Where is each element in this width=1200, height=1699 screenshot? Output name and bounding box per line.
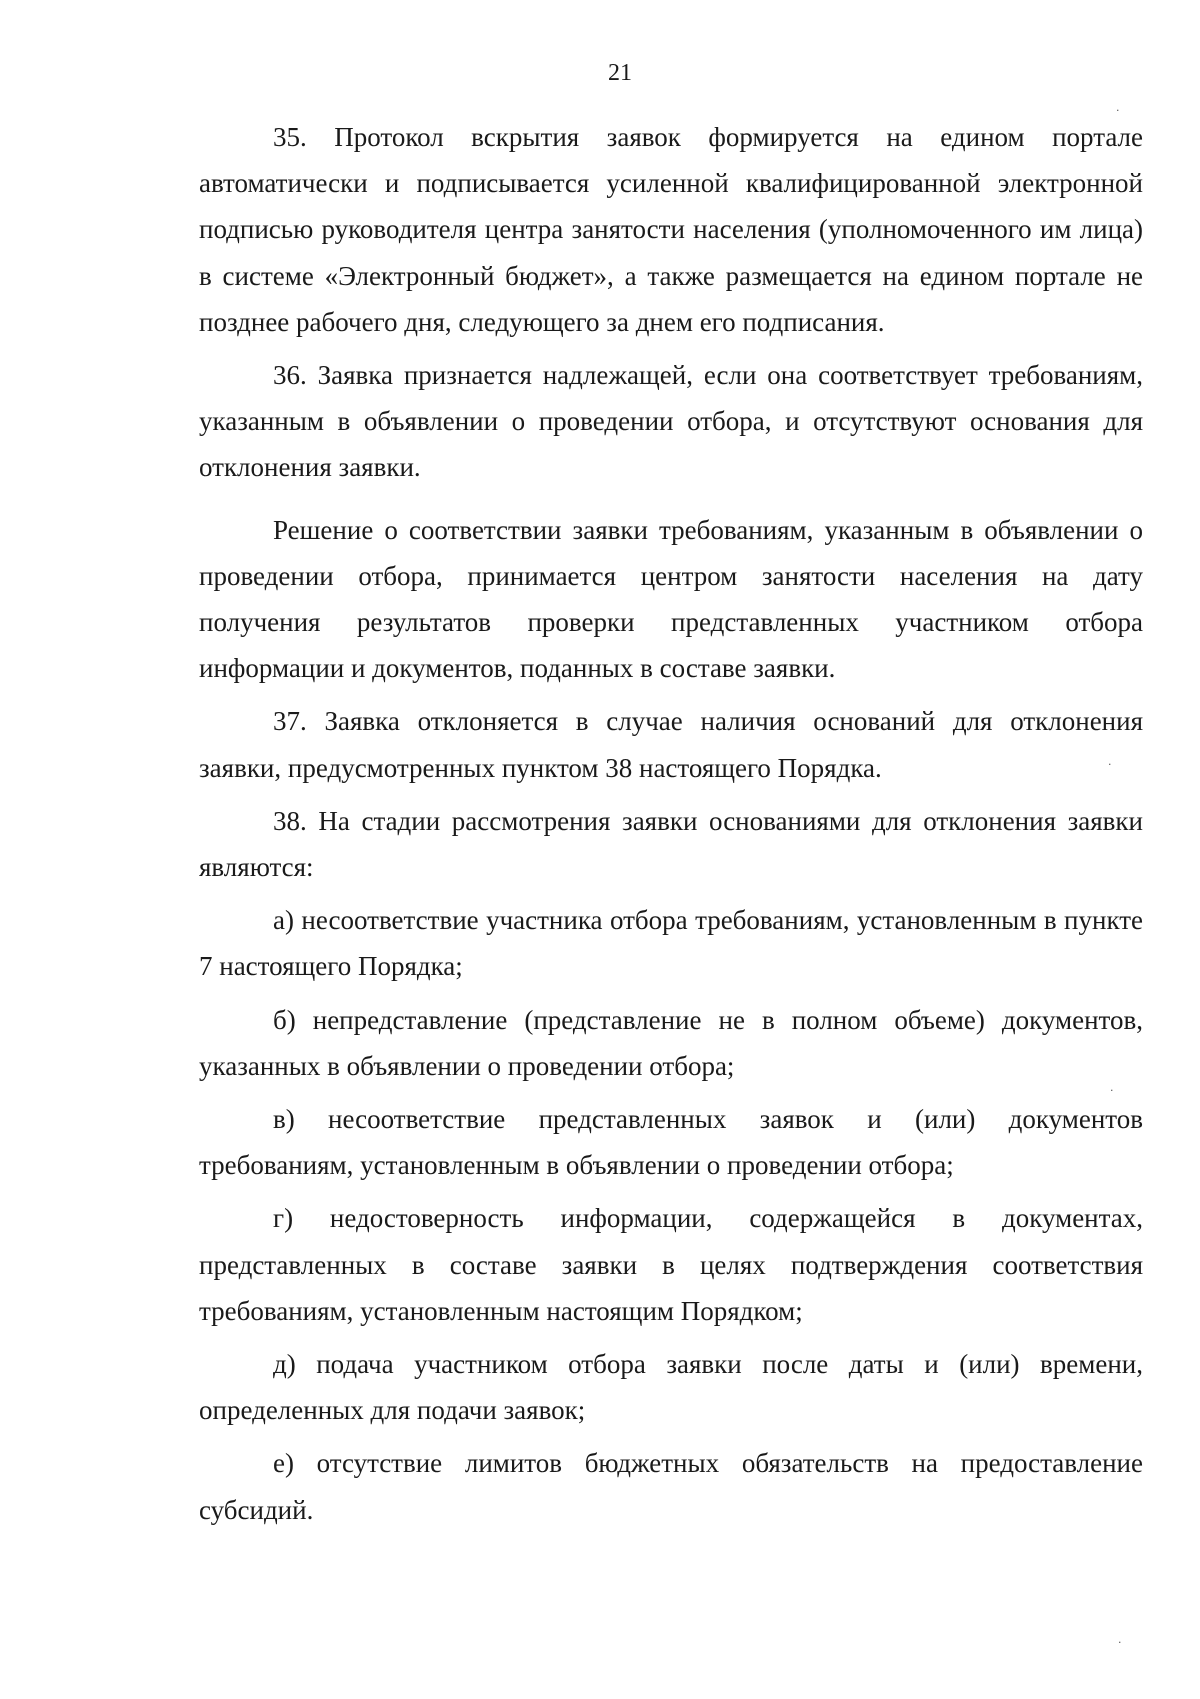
list-item-d: д) подача участником отбора заявки после даты и (или) времени, определенных для подачи заявок; bbox=[199, 1349, 1143, 1426]
list-item-b: б) непредставление (представление не в полном объеме) документов, указанных в объявлении о проведении отбора; bbox=[199, 1004, 1143, 1081]
paragraph-35: 35. Протокол вскрытия заявок формируется на едином портале автоматически и подписывается усиленной квалифицированной электронной подписью руководителя центра занятости населения (уполномоченного им лица) в системе «Электронный бюджет», а также размещается на едином портале не позднее рабочего дня, следующего за днем его подписания. bbox=[199, 122, 1143, 337]
paragraph-38: 38. На стадии рассмотрения заявки основаниями для отклонения заявки являются: bbox=[199, 805, 1143, 883]
paragraph-37: 37. Заявка отклоняется в случае наличия оснований для отклонения заявки, предусмотренных пунктом 38 настоящего Порядка. bbox=[199, 706, 1143, 783]
scan-speck: · bbox=[1110, 1084, 1114, 1097]
scan-speck: · bbox=[1118, 1636, 1122, 1649]
page-number: 21 bbox=[608, 60, 632, 86]
document-body bbox=[199, 114, 1143, 1533]
scan-speck: · bbox=[1116, 104, 1120, 117]
paragraph-36-decision: Решение о соответствии заявки требованиям, указанным в объявлении о проведении отбора, принимается центром занятости населения на дату получения результатов проверки представленных участником отбора информации и документов, поданных в составе заявки. bbox=[199, 514, 1143, 684]
list-item-v: в) несоответствие представленных заявок и (или) документов требованиям, установленным в объявлении о проведении отбора; bbox=[199, 1104, 1143, 1181]
paragraph-36: 36. Заявка признается надлежащей, если она соответствует требованиям, указанным в объявлении о проведении отбора, и отсутствуют основания для отклонения заявки. bbox=[199, 360, 1143, 483]
list-item-g: г) недостоверность информации, содержащейся в документах, представленных в составе заявки в целях подтверждения соответствия требованиям, установленным настоящим Порядком; bbox=[199, 1203, 1143, 1326]
scan-speck: · bbox=[1108, 758, 1112, 771]
list-item-e: е) отсутствие лимитов бюджетных обязательств на предоставление субсидий. bbox=[199, 1448, 1143, 1525]
list-item-a: а) несоответствие участника отбора требованиям, установленным в пункте 7 настоящего Порядка; bbox=[199, 905, 1143, 982]
